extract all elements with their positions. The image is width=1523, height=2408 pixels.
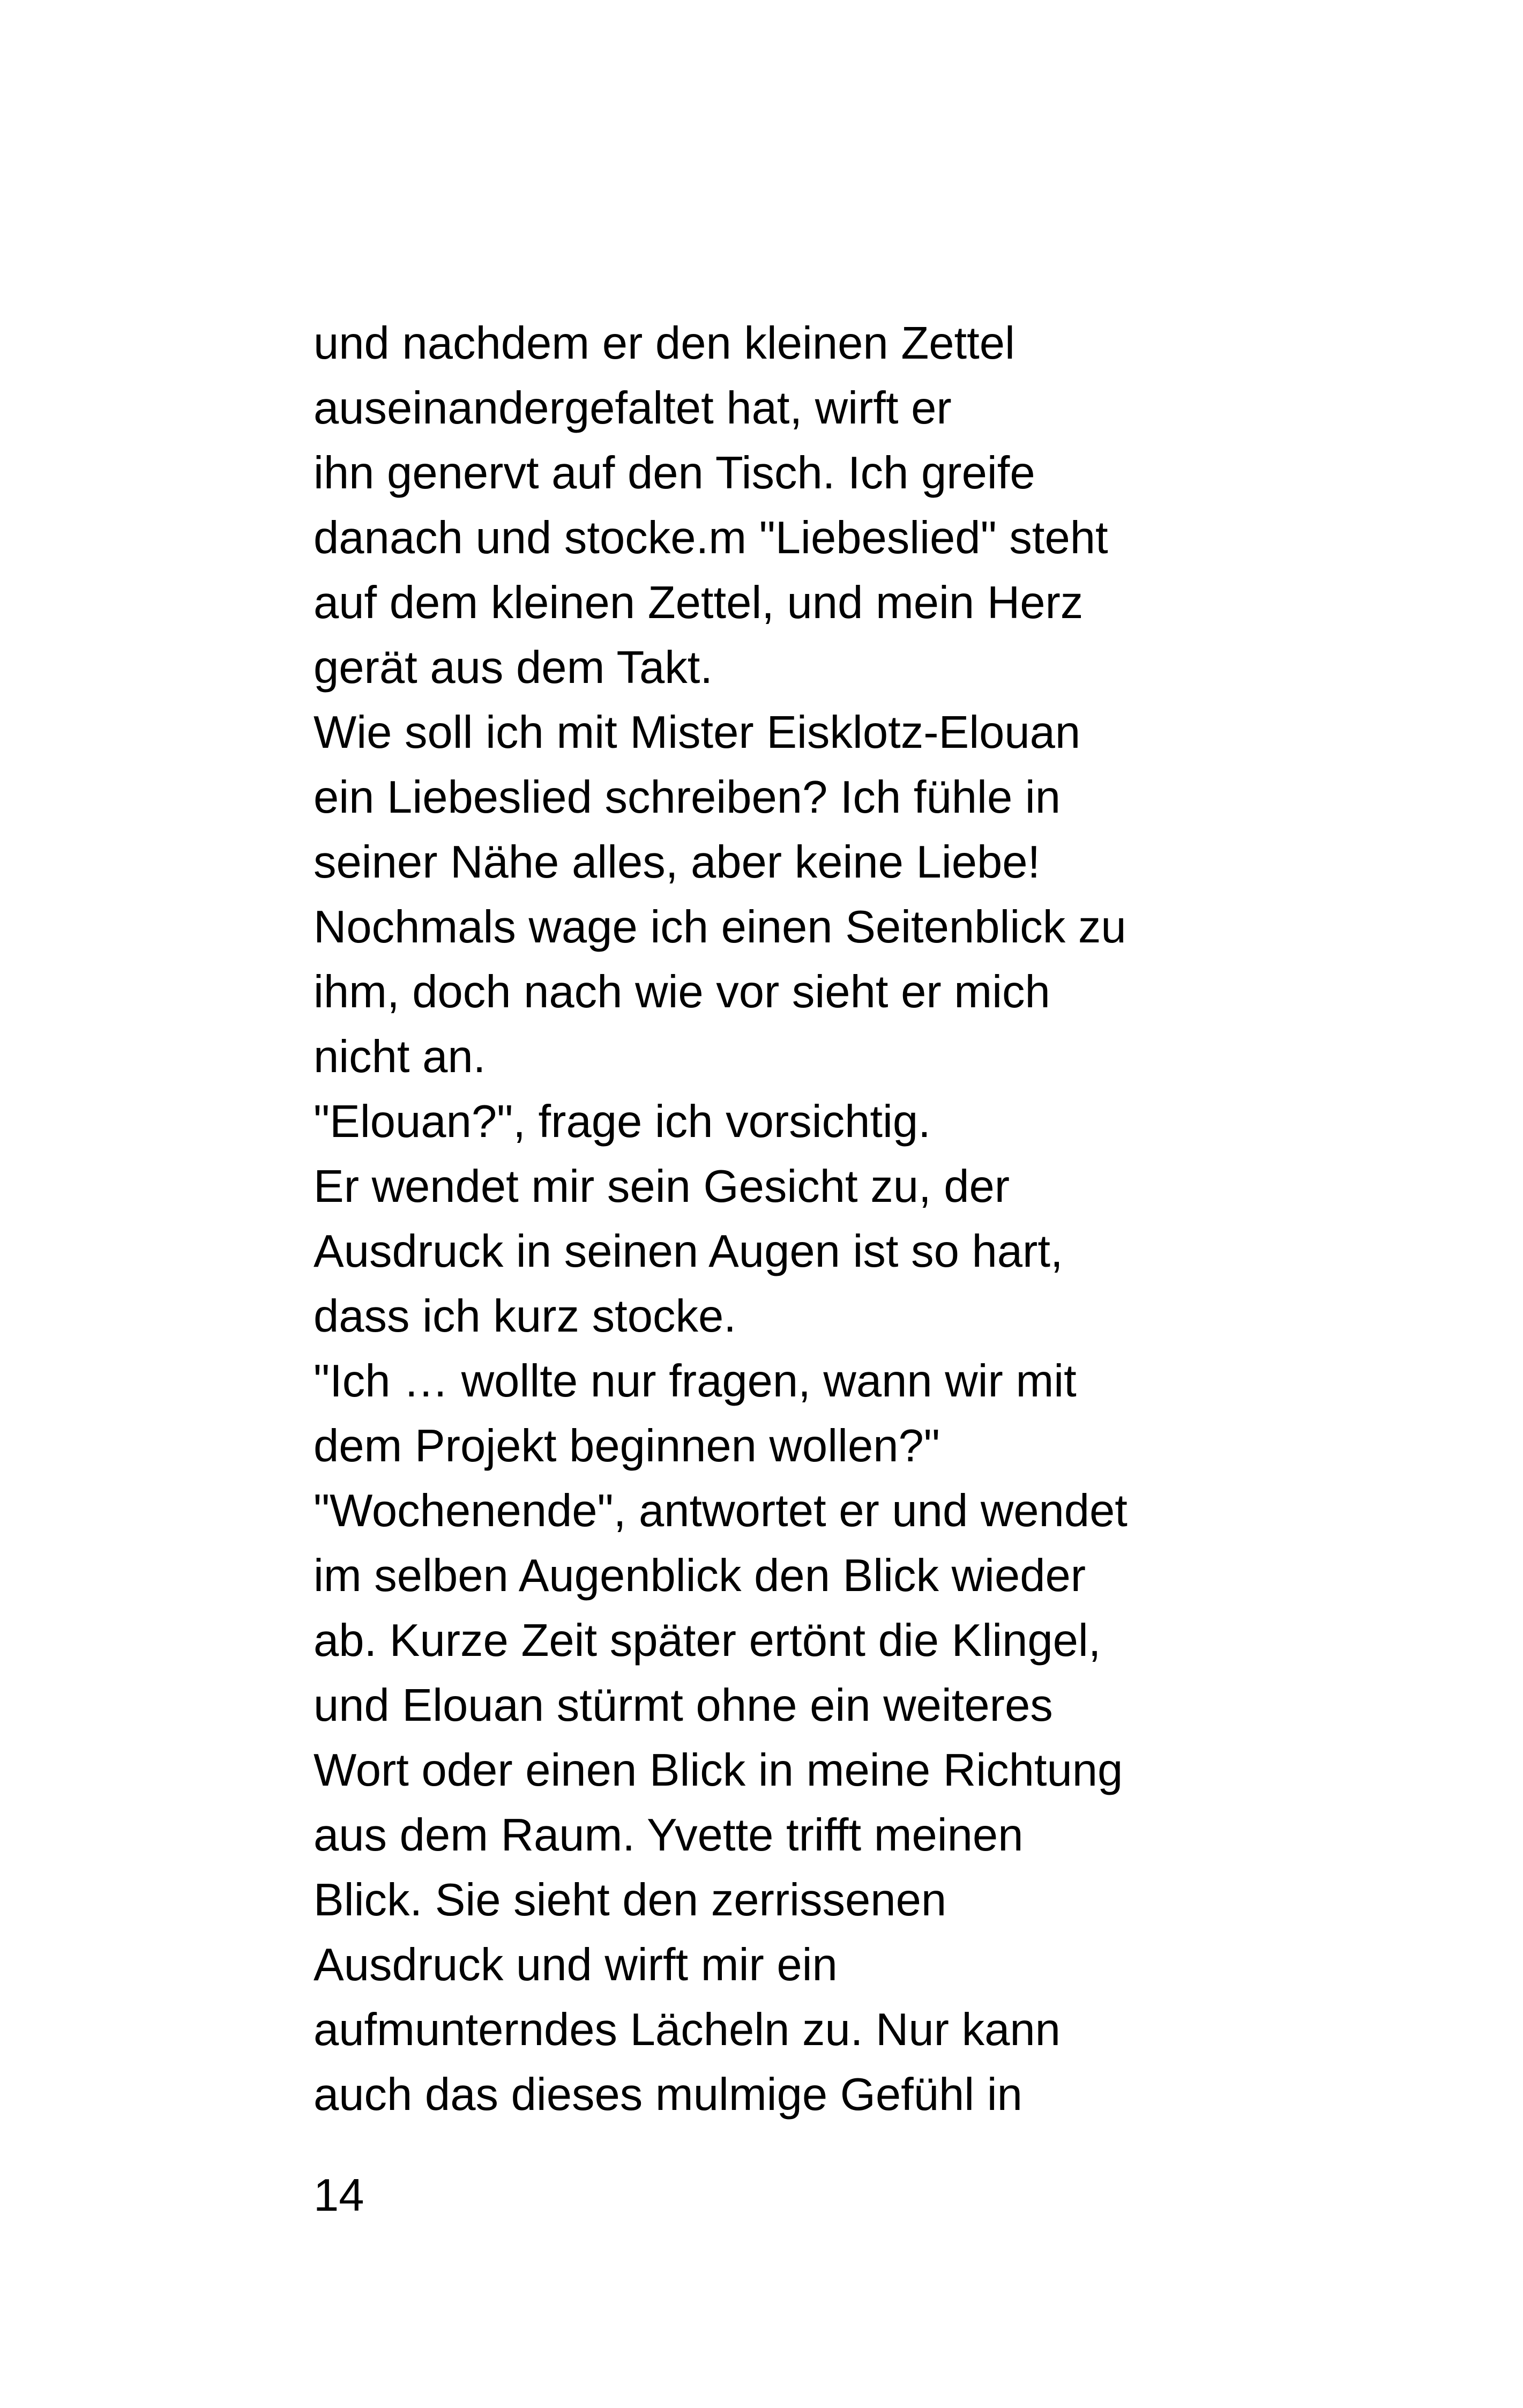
body-text: [313, 311, 1289, 2127]
text-line: Ausdruck in seinen Augen ist so hart,: [313, 1226, 1063, 1277]
text-line: ihm, doch nach wie vor sieht er mich: [313, 967, 1050, 1017]
text-line: und Elouan stürmt ohne ein weiteres: [313, 1680, 1053, 1731]
text-line: Nochmals wage ich einen Seitenblick zu: [313, 902, 1126, 953]
text-line: "Ich … wollte nur fragen, wann wir mit: [313, 1356, 1077, 1407]
text-line: auseinandergefaltet hat, wirft er: [313, 383, 952, 434]
text-line: danach und stocke.m "Liebeslied" steht: [313, 512, 1108, 563]
text-line: dem Projekt beginnen wollen?": [313, 1421, 940, 1471]
text-line: aus dem Raum. Yvette trifft meinen: [313, 1810, 1024, 1861]
text-line: auf dem kleinen Zettel, und mein Herz: [313, 577, 1084, 628]
text-line: auch das dieses mulmige Gefühl in: [313, 2069, 1022, 2120]
text-line: im selben Augenblick den Blick wieder: [313, 1550, 1086, 1601]
text-line: aufmunterndes Lächeln zu. Nur kann: [313, 2004, 1061, 2055]
text-line: ein Liebeslied schreiben? Ich fühle in: [313, 772, 1061, 823]
page-number: 14: [313, 2170, 364, 2221]
text-line: Ausdruck und wirft mir ein: [313, 1939, 838, 1990]
text-line: ab. Kurze Zeit später ertönt die Klingel,: [313, 1615, 1101, 1666]
text-line: "Elouan?", frage ich vorsichtig.: [313, 1096, 931, 1147]
text-line: Wie soll ich mit Mister Eisklotz-Elouan: [313, 707, 1081, 758]
text-line: Wort oder einen Blick in meine Richtung: [313, 1745, 1123, 1796]
text-line: Er wendet mir sein Gesicht zu, der: [313, 1161, 1010, 1212]
text-line: und nachdem er den kleinen Zettel: [313, 318, 1015, 369]
text-line: nicht an.: [313, 1031, 486, 1082]
text-line: seiner Nähe alles, aber keine Liebe!: [313, 837, 1041, 888]
text-line: ihn genervt auf den Tisch. Ich greife: [313, 448, 1035, 499]
text-line: dass ich kurz stocke.: [313, 1291, 736, 1342]
text-line: Blick. Sie sieht den zerrissenen: [313, 1875, 947, 1926]
text-line: "Wochenende", antwortet er und wendet: [313, 1485, 1128, 1536]
text-line: gerät aus dem Takt.: [313, 642, 713, 693]
